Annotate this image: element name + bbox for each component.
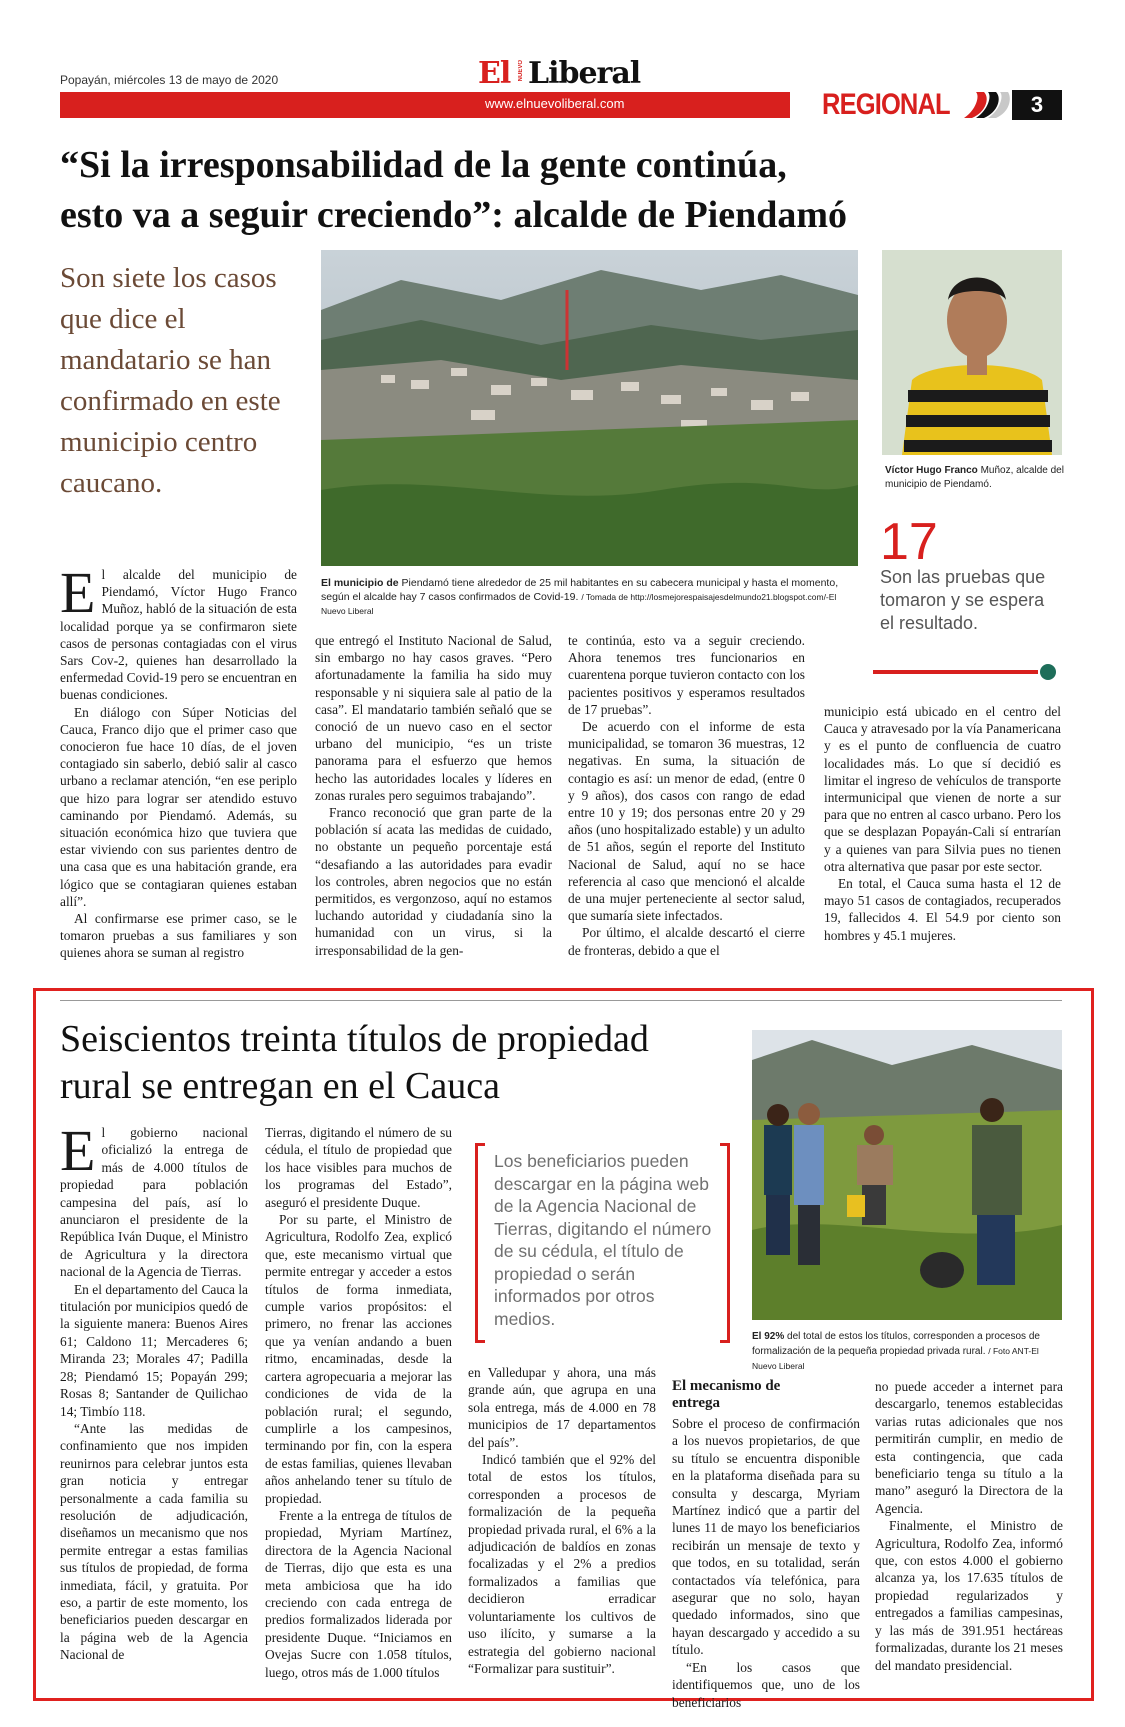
article2-headline-line2: rural se entregan en el Cauca xyxy=(60,1065,500,1107)
article1-col1-p1: l alcalde del municipio de Piendamó, Víctor Hugo Franco Muñoz, habló de la situación de esta localidad porque ya se confirmaron siete casos de personas contagiadas con el virus Sars Cov-2, quienes han desarrollado la enfermedad Covid-19 pero se encuentran en buenas condiciones. xyxy=(60,567,297,703)
section-label: REGIONAL xyxy=(822,88,950,121)
article1-column-4 xyxy=(824,703,1061,944)
article2-headline-line1: Seiscientos treinta títulos de propiedad xyxy=(60,1018,649,1060)
article1-dropcap: E xyxy=(60,560,96,625)
article2-col5-p2: Finalmente, el Ministro de Agricultura, Rodolfo Zea, informó que, con estos 4.000 el gobierno alcanza ya, los 17.635 títulos de propiedad regularizados y entregados a familias campesinas, y las más de 391.951 hectáreas formalizadas, durante los 21 meses del mandato presidencial. xyxy=(875,1518,1063,1673)
header-red-bar xyxy=(60,92,790,118)
article1-photo-caption-text: Piendamó tiene alrededor de 25 mil habitantes en su cabecera municipal y hasta el momento, según el alcalde hay 7 casos confirmados de Covid-19. xyxy=(321,577,839,603)
article2-col2-p3: Frente a la entrega de títulos de propiedad, Myriam Martínez, directora de la Agencia Nacional de Tierras, dijo que esta es una meta ambiciosa que ha ido creciendo con cada entrega de predios formalizados liderada por presidente Duque. “Iniciamos en Ovejas Sucre con 1.058 títulos, luego, otros más de 1.000 títulos xyxy=(265,1507,452,1680)
page-number: 3 xyxy=(1030,92,1044,117)
logo-el: El xyxy=(478,56,511,91)
article2-col2-p2: Por su parte, el Ministro de Agricultura, Rodolfo Zea, explicó que, este mecanismo virtual que permite entregar y acceder a estos títulos de forma inmediata, cumple varios propósitos: el primero, no frenar las acciones que ya venían andando a buen ritmo, encaminadas, desde la cartera agropecuaria a mejorar las condiciones de vida de la población rural; el segundo, cumplirle a los campesinos, terminando por fin, con la espera de estas familias, quienes llevaban años anhelando tener su título de propiedad. xyxy=(265,1212,452,1506)
article1-lead: Son siete los casos que dice el mandatario se han confirmado en este municipio centro caucano. xyxy=(60,262,281,499)
article1-column-1 xyxy=(60,560,297,962)
pull-quote: Los beneficiarios pueden descargar en la página web de la Agencia Nacional de Tierras, digitando el número de su cédula, el título de propiedad o serán informados por otros medios. xyxy=(494,1151,712,1329)
article1-headline-line2: esto va a seguir creciendo”: alcalde de Piendamó xyxy=(60,194,847,236)
article2-column-5 xyxy=(875,1378,1063,1674)
article1-column-3 xyxy=(568,632,805,959)
article1-col2-p1: que entregó el Instituto Nacional de Salud, sin embargo no hay casos graves. “Pero afortunadamente la familia ha sido muy responsable y ni siquiera sale al patio de la casa”. El mandatario también señaló que se conoció de un nuevo caso en el sector urbano del municipio, “es un triste panorama para el esfuerzo que hemos hecho las autoridades locales y líderes en zonas rurales pero seguimos trabajando”. xyxy=(315,633,552,803)
article2-col2-p1: Tierras, digitando el número de su cédula, el título de propiedad que los hace visibles para muchos de los programas del Estado”, aseguró el presidente Duque. xyxy=(265,1125,452,1210)
article2-photo-caption xyxy=(752,1330,1062,1374)
article2-dropcap: E xyxy=(60,1118,96,1183)
portrait-caption-text: Muñoz, alcalde del municipio de Piendamó. xyxy=(885,465,1064,490)
article1-col4-p2: En total, el Cauca suma hasta el 12 de mayo 51 casos de contagiados, recuperados 19, fallecidos 4. El 54.9 por ciento son hombres y 45.1 mujeres. xyxy=(824,876,1061,943)
landscape-image xyxy=(321,250,858,566)
article2-photo-credit: / Foto ANT-El Nuevo Liberal xyxy=(752,1346,1039,1371)
article2-col1-p2: En el departamento del Cauca la titulación por municipios quedó de la siguiente manera: Buenos Aires 61; Caldono 11; Mercaderes 6; Miranda 23; Morales 47; Padilla 28; Piendamó 15; Popayán 299; Rosas 8; Santander de Quilichao 14; Timbío 118. xyxy=(60,1281,248,1419)
article1-col4-p1: municipio está ubicado en el centro del Cauca y atravesado por la vía Panamericana y es el punto de confluencia de cuatro localidades más. Lo que sí decidió es limitar el ingreso de vehículos de transporte intermunicipal que vienen de norte a sur para que no entren al casco urbano. Pero los que se desplazan Popayán-Cali sí entrarían y a quienes van para Silvia pues no tienen otra alternativa que pasar por este sector. xyxy=(824,704,1061,874)
article2-col4-p2: “En los casos que identifiquemos que, uno de los beneficiarios xyxy=(672,1659,860,1710)
farmers-field-photo xyxy=(752,1030,1062,1320)
stat-dot-icon xyxy=(1040,664,1056,680)
article1-col1-p3: Al confirmarse ese primer caso, se le tomaron pruebas a sus familiares y son quienes ahora se suman al registro xyxy=(60,911,297,961)
pull-quote-bracket-right xyxy=(720,1143,730,1343)
article2-photo-caption-bold: El 92% xyxy=(752,1331,785,1342)
article1-photo-credit: / Tomada de http://losmejorespaisajesdelmundo21.blogspot.com/-El Nuevo Liberal xyxy=(321,592,837,616)
article2-col5-p1: no puede acceder a internet para descargarlo, tenemos establecidas varias rutas adicionales que nos permitirán cumplir, en medio de esta contingencia, que cada beneficiario tenga su título a la mano” aseguró la Directora de la Agencia. xyxy=(875,1379,1063,1516)
article1-col1-p2: En diálogo con Súper Noticias del Cauca, Franco dijo que el primer caso que conocieron fue hace 10 días, de el joven contagiado sin saberlo, debió salir al casco urbano a reclamar atención, “en ese periplo que hizo para lograr ser atendido estuvo caminando por Piendamó. Además, su situación económica hizo que tuviera que estar viviendo con sus parientes dentro de una casa que es una habitación grande, era lógico que se contagiaran quienes estaban allí”. xyxy=(60,704,297,909)
article1-headline-line1: “Si la irresponsabilidad de la gente continúa, xyxy=(60,144,787,186)
article2-col3-p1: en Valledupar y ahora, una más grande aún, que agrupa en una sola entrega, más de 4.000 en 78 municipios de 17 departamentos del país”. xyxy=(468,1365,656,1450)
portrait-caption xyxy=(885,464,1065,492)
article2-col3-p2: Indicó también que el 92% del total de estos los títulos, corresponden a procesos de formalización de la pequeña propiedad privada rural, el 6% a la adjudicación de baldíos en zonas focalizadas y el 2% a predios formalizados a familias que decidieron erradicar voluntariamente los cultivos de uso ilícito, y sumarse a la estrategia del gobierno nacional “Formalizar para sustituir”. xyxy=(468,1452,656,1676)
article1-col3-p1: te continúa, esto va a seguir creciendo. Ahora tenemos tres funcionarios en cuarentena porque tuvieron contacto con los pacientes positivos y esperamos resultados de 17 pruebas”. xyxy=(568,633,805,717)
stat-underline xyxy=(873,670,1038,674)
article1-column-2 xyxy=(315,632,552,959)
article2-photo-caption-text: del total de estos los títulos, corresponden a procesos de formalización de la pequeña propiedad privada rural. xyxy=(752,1331,1040,1357)
portrait-image xyxy=(882,250,1062,455)
article2-column-3 xyxy=(468,1364,656,1677)
article1-col2-p2: Franco reconoció que gran parte de la población sí acata las medidas de cuidado, no obstante un pequeño porcentaje está “desafiando a las autoridades para evadir los controles, abren negocios que no están permitidos, es vergonzoso, aquí no estamos luchando autoridad y ciudadanía sino la humanidad con un virus, si la irresponsabilidad de la gen- xyxy=(315,805,552,958)
stat-text: Son las pruebas que tomaron y se espera el resultado. xyxy=(880,567,1046,633)
article2-column-2 xyxy=(265,1124,452,1681)
article2-column-4 xyxy=(672,1378,860,1711)
website-link[interactable]: www.elnuevoliberal.com xyxy=(485,96,625,111)
article2-col4-p1: Sobre el proceso de confirmación a los nuevos propietarios, de que su título se encuentra disponible en la plataforma diseñada para su consulta y descarga, Myriam Martínez indicó que a partir del lunes 11 de mayo los beneficiarios recibirán un mensaje de texto y que todos, en su totalidad, serán contactados vía telefónica, para asegurar que no solo, hayan quedado informados, sino que hayan descargado y accedido a su título. xyxy=(672,1416,860,1658)
field-image xyxy=(752,1030,1062,1320)
header-date: Popayán, miércoles 13 de mayo de 2020 xyxy=(60,73,279,87)
pull-quote-bracket-left xyxy=(475,1143,485,1343)
mayor-portrait-photo xyxy=(882,250,1062,455)
article2-subhead: El mecanismo de entrega xyxy=(672,1378,781,1411)
page-number-box xyxy=(1012,90,1062,120)
portrait-caption-bold: Víctor Hugo Franco xyxy=(885,465,978,476)
article2-column-1 xyxy=(60,1118,248,1664)
masthead-logo[interactable] xyxy=(478,56,648,92)
section-swoosh-icon xyxy=(962,90,1012,120)
article2-col1-p1: l gobierno nacional oficializó la entrega de más de 4.000 títulos de propiedad para población campesina del país, así lo anunciaron el presidente de la República Iván Duque, el Ministro de Agricultura y la directora nacional de la Agencia de Tierras. xyxy=(60,1125,248,1280)
article2-col1-p3: “Ante las medidas de confinamiento que nos impiden reunirnos para celebrar juntos esta gran noticia y entregar personalmente a cada familia su resolución de adjudicación, diseñamos un mecanismo que nos permite entregar a estas familias sus títulos de propiedad, de forma inmediata, fácil, y gratuita. Por eso, a partir de este momento, los beneficiarios pueden descargar en la página web de la Agencia Nacional de xyxy=(60,1420,248,1663)
article1-col3-p2: De acuerdo con el informe de esta municipalidad, se tomaron 36 muestras, 12 negativas. En suma, la situación de contagio es así: un menor de edad, (entre 0 y 9 años), dos casos con rango de edad entre 10 y 19; dos personas entre 20 y 29 años (uno hospitalizado estable) y un adulto de 51 años, según el reporte del Instituto Nacional de Salud, aquí no se hace referencia al caso que mencionó el alcalde de una mujer perteneciente al sector salud, que sumaría siete infectados. xyxy=(568,719,805,924)
logo-liberal: Liberal xyxy=(528,56,641,91)
logo-nuevo: NUEVO xyxy=(518,60,524,82)
article2-top-rule xyxy=(60,1000,1062,1001)
piendamo-town-photo xyxy=(321,250,858,566)
stat-number: 17 xyxy=(880,513,938,571)
article1-headline xyxy=(60,140,1070,240)
article1-photo-caption-bold: El municipio de xyxy=(321,577,399,589)
article1-photo-caption xyxy=(321,576,858,618)
article2-headline xyxy=(60,1016,750,1110)
article1-col3-p3: Por último, el alcalde descartó el cierre de fronteras, debido a que el xyxy=(568,925,805,958)
